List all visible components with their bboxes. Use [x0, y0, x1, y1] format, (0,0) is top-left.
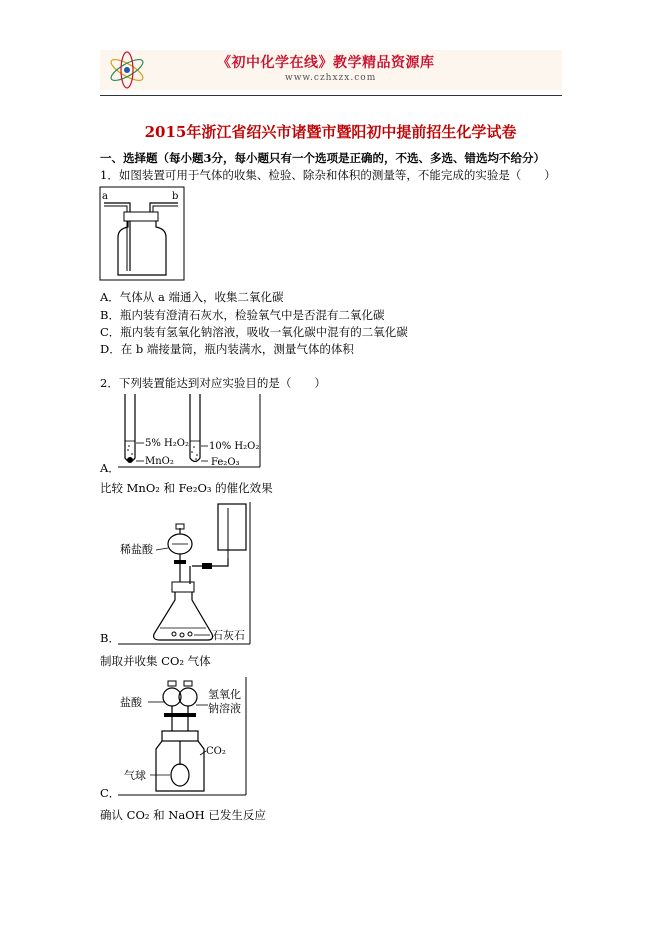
q2-option-c-letter: C．: [100, 786, 121, 800]
document-title: 2015年浙江省绍兴市诸暨市暨阳初中提前招生化学试卷: [144, 123, 517, 141]
q2-option-a-caption: 比较 MnO₂ 和 Fe₂O₃ 的催化效果: [100, 481, 273, 495]
q1-label-b: b: [172, 191, 179, 202]
q2-option-a-letter: A．: [100, 461, 120, 475]
q2-option-c-caption: 确认 CO₂ 和 NaOH 已发生反应: [100, 808, 266, 822]
q2a-label-fe2o3: Fe₂O₃: [211, 457, 240, 468]
q2-stem: 2．下列装置能达到对应实验目的是（ ）: [100, 376, 326, 390]
q1-label-a: a: [102, 191, 108, 202]
q2a-label-h2o2-5: 5% H₂O₂: [145, 438, 189, 449]
q2a-label-h2o2-10: 10% H₂O₂: [209, 441, 260, 452]
q2-option-b-letter: B．: [100, 631, 120, 645]
section-heading: 一、选择题（每小题3分，每小题只有一个选项是正确的，不选、多选、错选均不给分）: [100, 151, 545, 165]
atom-logo-icon: [104, 50, 150, 90]
header-divider: [100, 95, 562, 96]
q2a-label-mno2: MnO₂: [145, 456, 174, 467]
banner-title: 《初中化学在线》教学精品资源库: [217, 55, 435, 71]
q2c-label-hcl: 盐酸: [120, 696, 142, 709]
q2c-label-balloon: 气球: [124, 769, 146, 782]
q2c-label-co2: CO₂: [206, 746, 226, 757]
q2-co2-apparatus-figure: [112, 500, 257, 646]
q2-option-b-caption: 制取并收集 CO₂ 气体: [100, 654, 211, 668]
q2c-label-naoh-2: 钠溶液: [208, 702, 241, 715]
q1-gas-bottle-figure: [98, 185, 188, 285]
q2b-label-limestone: 石灰石: [212, 629, 245, 642]
q2-balloon-apparatus-figure: [112, 675, 252, 797]
q1-option-a: A．气体从 a 端通入，收集二氧化碳: [100, 290, 284, 304]
q1-stem: 1．如图装置可用于气体的收集、检验、除杂和体积的测量等，不能完成的实验是（ ）: [100, 168, 556, 182]
q1-option-c: C．瓶内装有氢氧化钠溶液，吸收一氧化碳中混有的二氧化碳: [100, 325, 408, 339]
q2b-label-dilute-hcl: 稀盐酸: [120, 543, 153, 556]
q2c-label-naoh-1: 氢氧化: [208, 688, 241, 701]
q1-option-b: B．瓶内装有澄清石灰水，检验氧气中是否混有二氧化碳: [100, 308, 385, 322]
banner-url: www.czhxzx.com: [285, 73, 377, 83]
q2-test-tubes-figure: [112, 392, 262, 470]
q1-option-d: D．在 b 端接量筒，瓶内装满水，测量气体的体积: [100, 342, 354, 356]
